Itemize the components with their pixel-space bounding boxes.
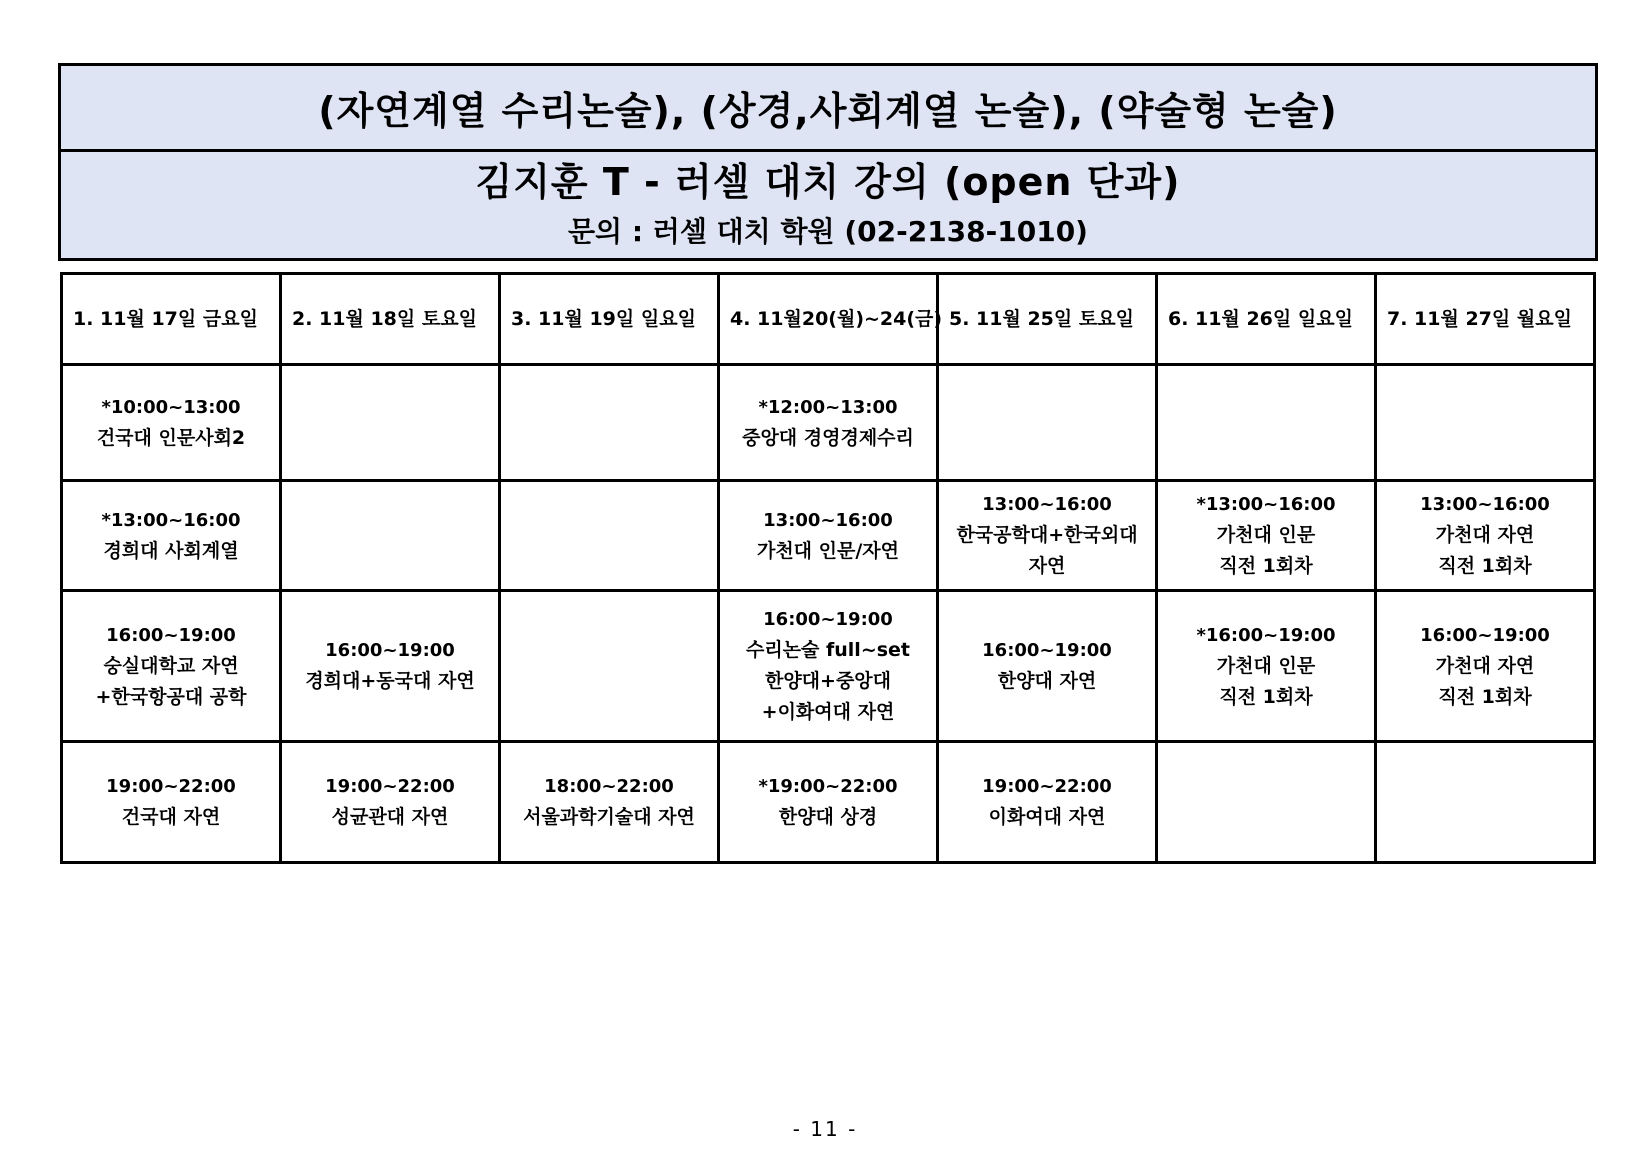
class-time: 19:00~22:00 xyxy=(982,776,1112,797)
schedule-cell xyxy=(500,591,719,742)
category-title: (자연계열 수리논술), (상경,사회계열 논술), (약술형 논술) xyxy=(61,66,1595,152)
schedule-cell xyxy=(719,481,938,591)
schedule-cell xyxy=(281,742,500,863)
schedule-cell xyxy=(938,481,1157,591)
schedule-cell xyxy=(500,481,719,591)
schedule-table xyxy=(60,272,1596,864)
table-row xyxy=(62,365,1595,481)
class-time: 16:00~19:00 xyxy=(325,640,455,661)
schedule-cell xyxy=(281,365,500,481)
schedule-cell xyxy=(62,742,281,863)
day-header: 5. 11월 25일 토요일 xyxy=(938,274,1157,365)
schedule-cell xyxy=(62,365,281,481)
class-label: 가천대 인문/자연 xyxy=(756,539,900,562)
schedule-cell xyxy=(938,365,1157,481)
class-label: 건국대 자연 xyxy=(121,806,221,828)
class-time: 16:00~19:00 xyxy=(763,609,893,630)
schedule-cell xyxy=(62,591,281,742)
class-time: *10:00~13:00 xyxy=(101,396,241,418)
header-main xyxy=(61,152,1595,258)
class-time: 18:00~22:00 xyxy=(544,776,674,797)
day-header: 3. 11월 19일 일요일 xyxy=(500,274,719,365)
schedule-cell xyxy=(719,591,938,742)
day-header: 1. 11월 17일 금요일 xyxy=(62,274,281,365)
class-label: 중앙대 경영경제수리 xyxy=(742,426,914,449)
class-time: 13:00~16:00 xyxy=(982,494,1112,515)
schedule-cell xyxy=(1376,591,1595,742)
table-row xyxy=(62,481,1595,591)
class-label: 서울과학기술대 자연 xyxy=(523,806,695,828)
schedule-cell xyxy=(938,591,1157,742)
class-label: 경희대 사회계열 xyxy=(103,539,239,562)
table-row xyxy=(62,591,1595,742)
schedule-cell xyxy=(1157,365,1376,481)
class-label: 경희대+동국대 자연 xyxy=(305,670,475,692)
schedule-cell xyxy=(281,591,500,742)
class-time: 13:00~16:00 xyxy=(1420,494,1550,515)
class-time: 19:00~22:00 xyxy=(325,776,455,797)
class-label: 한국공학대+한국외대 자연 xyxy=(956,524,1138,577)
class-time: 16:00~19:00 xyxy=(1420,624,1550,646)
schedule-cell xyxy=(500,365,719,481)
schedule-cell xyxy=(1376,742,1595,863)
schedule-cell xyxy=(1376,481,1595,591)
class-label: 가천대 자연 직전 1회차 xyxy=(1435,524,1535,577)
class-time: 19:00~22:00 xyxy=(106,776,236,797)
day-header: 4. 11월20(월)~24(금) xyxy=(719,274,938,365)
day-header: 6. 11월 26일 일요일 xyxy=(1157,274,1376,365)
class-time: 16:00~19:00 xyxy=(106,624,236,646)
class-time: 13:00~16:00 xyxy=(763,509,893,531)
contact-info: 문의 : 러셀 대치 학원 (02-2138-1010) xyxy=(568,215,1088,248)
class-time: *13:00~16:00 xyxy=(1196,494,1336,515)
class-time: 16:00~19:00 xyxy=(982,640,1112,661)
class-label: 가천대 인문 직전 1회차 xyxy=(1216,524,1316,577)
schedule-cell xyxy=(62,481,281,591)
table-row xyxy=(62,742,1595,863)
schedule-cell xyxy=(1157,481,1376,591)
class-label: 이화여대 자연 xyxy=(988,806,1106,828)
class-time: *16:00~19:00 xyxy=(1196,624,1336,646)
class-label: 건국대 인문사회2 xyxy=(96,426,246,449)
class-label: 한양대 자연 xyxy=(997,670,1097,692)
class-label: 한양대 상경 xyxy=(778,806,878,828)
schedule-cell xyxy=(1157,591,1376,742)
schedule-cell xyxy=(281,481,500,591)
class-label: 가천대 인문 직전 1회차 xyxy=(1216,654,1316,708)
header-box xyxy=(58,63,1598,261)
schedule-cell xyxy=(500,742,719,863)
day-header: 2. 11월 18일 토요일 xyxy=(281,274,500,365)
schedule-cell xyxy=(1376,365,1595,481)
page-number: - 11 - xyxy=(792,1117,858,1141)
class-label: 숭실대학교 자연 +한국항공대 공학 xyxy=(95,654,247,708)
schedule-cell xyxy=(1157,742,1376,863)
schedule-cell xyxy=(719,742,938,863)
day-header: 7. 11월 27일 월요일 xyxy=(1376,274,1595,365)
class-label: 성균관대 자연 xyxy=(331,806,449,828)
schedule-cell xyxy=(938,742,1157,863)
class-label: 수리논술 full~set 한양대+중앙대 +이화여대 자연 xyxy=(745,639,911,723)
class-label: 가천대 자연 직전 1회차 xyxy=(1435,654,1535,708)
schedule-header-row xyxy=(62,274,1595,365)
schedule-cell xyxy=(719,365,938,481)
class-time: *12:00~13:00 xyxy=(758,396,898,418)
lecture-title: 김지훈 T - 러셀 대치 강의 (open 단과) xyxy=(475,160,1181,204)
class-time: *19:00~22:00 xyxy=(758,776,898,797)
class-time: *13:00~16:00 xyxy=(101,509,241,531)
